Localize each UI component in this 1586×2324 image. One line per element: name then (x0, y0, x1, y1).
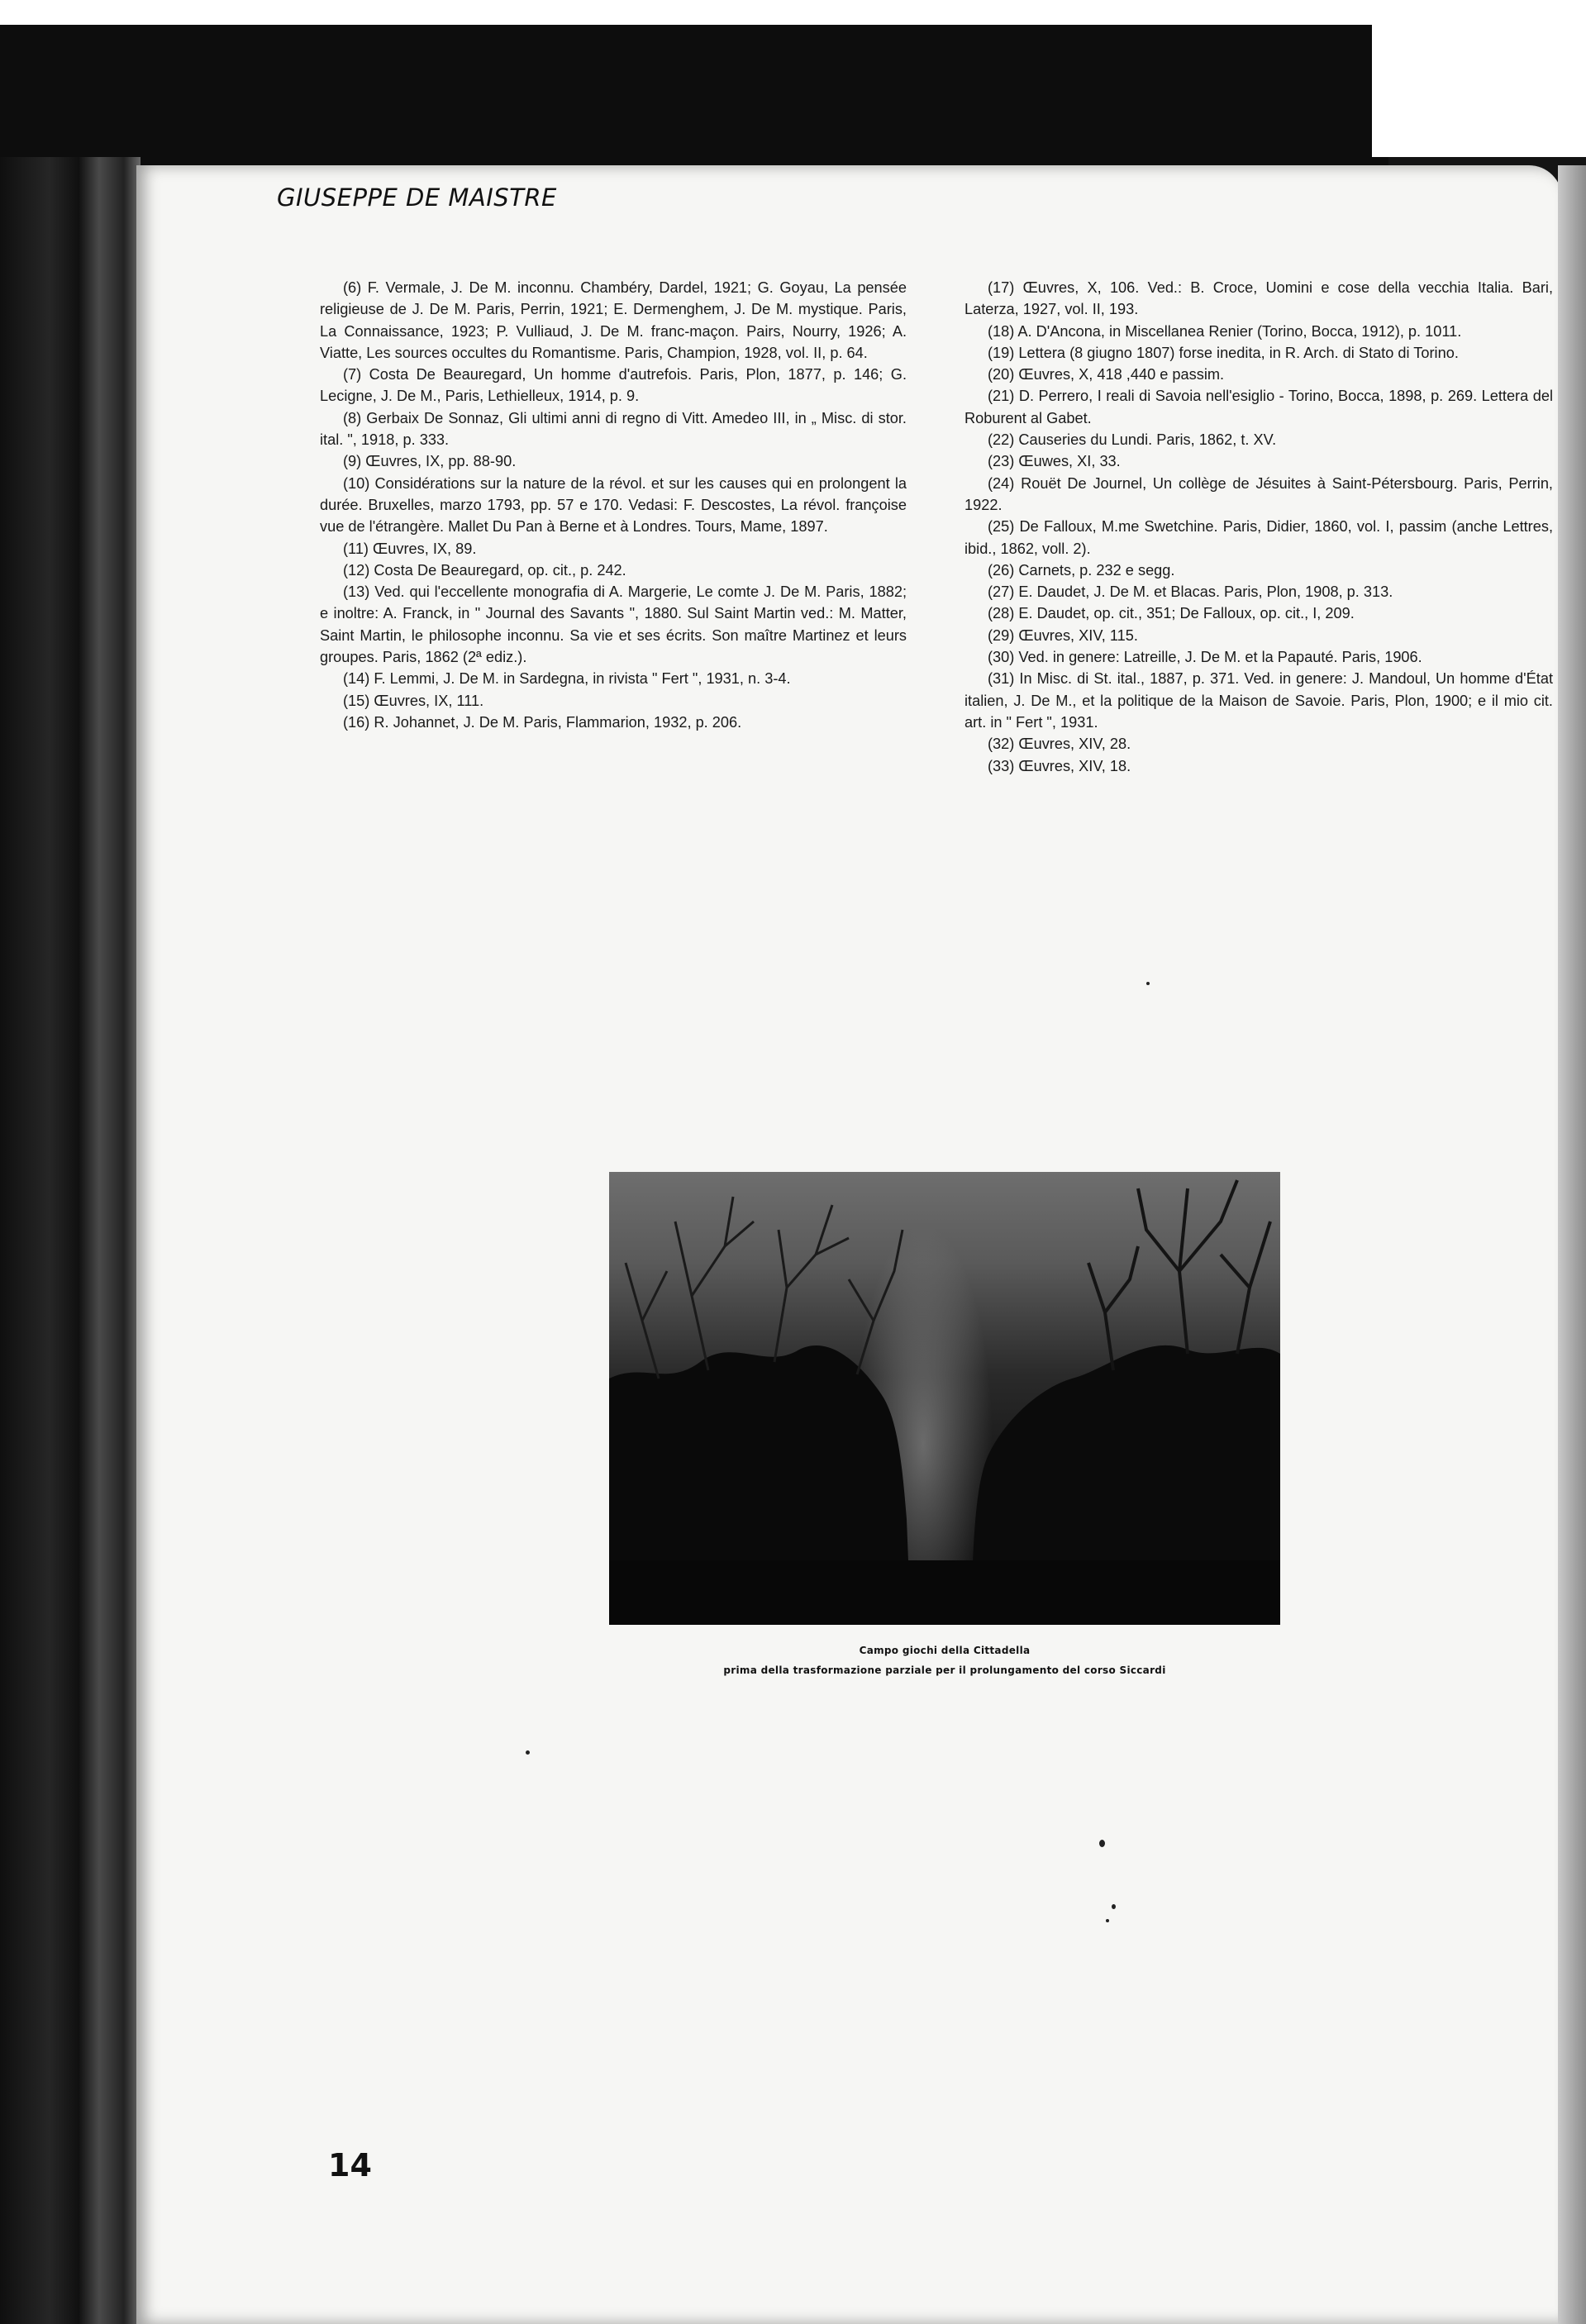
footnote: (8) Gerbaix De Sonnaz, Gli ultimi anni di regno di Vitt. Amedeo III, in „ Misc. di stor. ital. ", 1918, p. 333. (320, 409, 907, 449)
footnote: (26) Carnets, p. 232 e segg. (988, 561, 1175, 579)
footnote: (32) Œuvres, XIV, 28. (988, 736, 1131, 753)
dust-speck (526, 1750, 530, 1755)
footnote: (17) Œuvres, X, 106. Ved.: B. Croce, Uomini e cose della vecchia Italia. Bari, Laterza, 1927, vol. II, 193. (964, 279, 1553, 318)
footnote: (27) E. Daudet, J. De M. et Blacas. Paris, Plon, 1908, p. 313. (988, 583, 1393, 601)
book-binding-edge (0, 157, 141, 2324)
notes-column-right (964, 277, 1553, 777)
footnote: (10) Considérations sur la nature de la révol. et sur les causes qui en prolongent la durée. Bruxelles, marzo 1793, pp. 57 e 170. Vedasi: F. Descostes, La révol. françoise vue de l'étrangère. Mallet Du Pan à Berne et à Londres. Tours, Mame, 1897. (320, 474, 907, 536)
notes-column-left (320, 277, 907, 733)
footnote: (25) De Falloux, M.me Swetchine. Paris, Didier, 1860, vol. I, passim (anche Lettres, ibid., 1862, voll. 2). (964, 518, 1553, 557)
dust-speck (1146, 982, 1150, 985)
footnote: (28) E. Daudet, op. cit., 351; De Falloux, op. cit., I, 209. (988, 605, 1355, 622)
footnote: (24) Rouët De Journel, Un collège de Jésuites à Saint-Pétersbourg. Paris, Perrin, 1922. (964, 474, 1553, 513)
page-number: 14 (328, 2147, 372, 2184)
footnote: (21) D. Perrero, I reali di Savoia nell'esiglio - Torino, Bocca, 1898, p. 269. Lettera del Roburent al Gabet. (964, 388, 1553, 426)
footnote: (29) Œuvres, XIV, 115. (988, 626, 1138, 644)
tree-silhouettes (609, 1172, 1280, 1625)
footnote: (15) Œuvres, IX, 111. (343, 692, 484, 709)
footnote: (9) Œuvres, IX, pp. 88-90. (343, 453, 517, 470)
dust-speck (1099, 1840, 1105, 1847)
dust-speck (1106, 1919, 1109, 1922)
dust-speck (1112, 1904, 1116, 1909)
page-right-edge (1558, 165, 1586, 2324)
footnote: (11) Œuvres, IX, 89. (343, 540, 477, 557)
footnote: (22) Causeries du Lundi. Paris, 1862, t. XV. (988, 431, 1277, 449)
footnote: (19) Lettera (8 giugno 1807) forse inedita, in R. Arch. di Stato di Torino. (988, 344, 1459, 361)
footnote: (33) Œuvres, XIV, 18. (988, 757, 1131, 774)
running-head: GIUSEPPE DE MAISTRE (277, 183, 557, 212)
footnote: (31) In Misc. di St. ital., 1887, p. 371. Ved. in genere: J. Mandoul, Un homme d'État italien, J. De M., et la politique de la Maison de Savoie. Paris, Plon, 1900; e il mio cit. art. in " Fert ", 1931. (964, 670, 1553, 731)
footnote: (12) Costa De Beauregard, op. cit., p. 242. (343, 561, 626, 579)
footnote: (16) R. Johannet, J. De M. Paris, Flammarion, 1932, p. 206. (343, 713, 742, 731)
footnote: (20) Œuvres, X, 418 ,440 e passim. (988, 366, 1225, 383)
footnote: (30) Ved. in genere: Latreille, J. De M. et la Papauté. Paris, 1906. (988, 649, 1422, 666)
caption-line: prima della trasformazione parziale per il prolungamento del corso Siccardi (723, 1664, 1166, 1676)
footnote: (13) Ved. qui l'eccellente monografia di A. Margerie, Le comte J. De M. Paris, 1882; e inoltre: A. Franck, in " Journal des Savants ", 1880. Sul Saint Martin ved.: M. Matter, Saint Martin, le philosophe inconnu. Sa vie et ses écrits. Son maître Martinez et leurs groupes. Paris, 1862 (2ª ediz.). (320, 583, 907, 666)
photo-caption (579, 1641, 1311, 1680)
background-top-right (1372, 25, 1586, 157)
footnote: (14) F. Lemmi, J. De M. in Sardegna, in rivista " Fert ", 1931, n. 3-4. (343, 670, 791, 688)
tree-avenue-photograph (609, 1172, 1280, 1625)
footnote: (23) Œuwes, XI, 33. (988, 453, 1121, 470)
caption-line: Campo giochi della Cittadella (859, 1645, 1031, 1656)
footnote: (7) Costa De Beauregard, Un homme d'autrefois. Paris, Plon, 1877, p. 146; G. Lecigne, J. De M., Paris, Lethielleux, 1914, p. 9. (320, 366, 907, 405)
footnote: (6) F. Vermale, J. De M. inconnu. Chambéry, Dardel, 1921; G. Goyau, La pensée religieuse de J. De M. Paris, Perrin, 1921; E. Dermenghem, J. De M. mystique. Paris, La Connaissance, 1923; P. Vulliaud, J. De M. franc-maçon. Pairs, Nourry, 1926; A. Viatte, Les sources occultes du Romantisme. Paris, Champion, 1928, vol. II, p. 64. (320, 279, 907, 361)
footnote: (18) A. D'Ancona, in Miscellanea Renier (Torino, Bocca, 1912), p. 1011. (988, 322, 1462, 340)
